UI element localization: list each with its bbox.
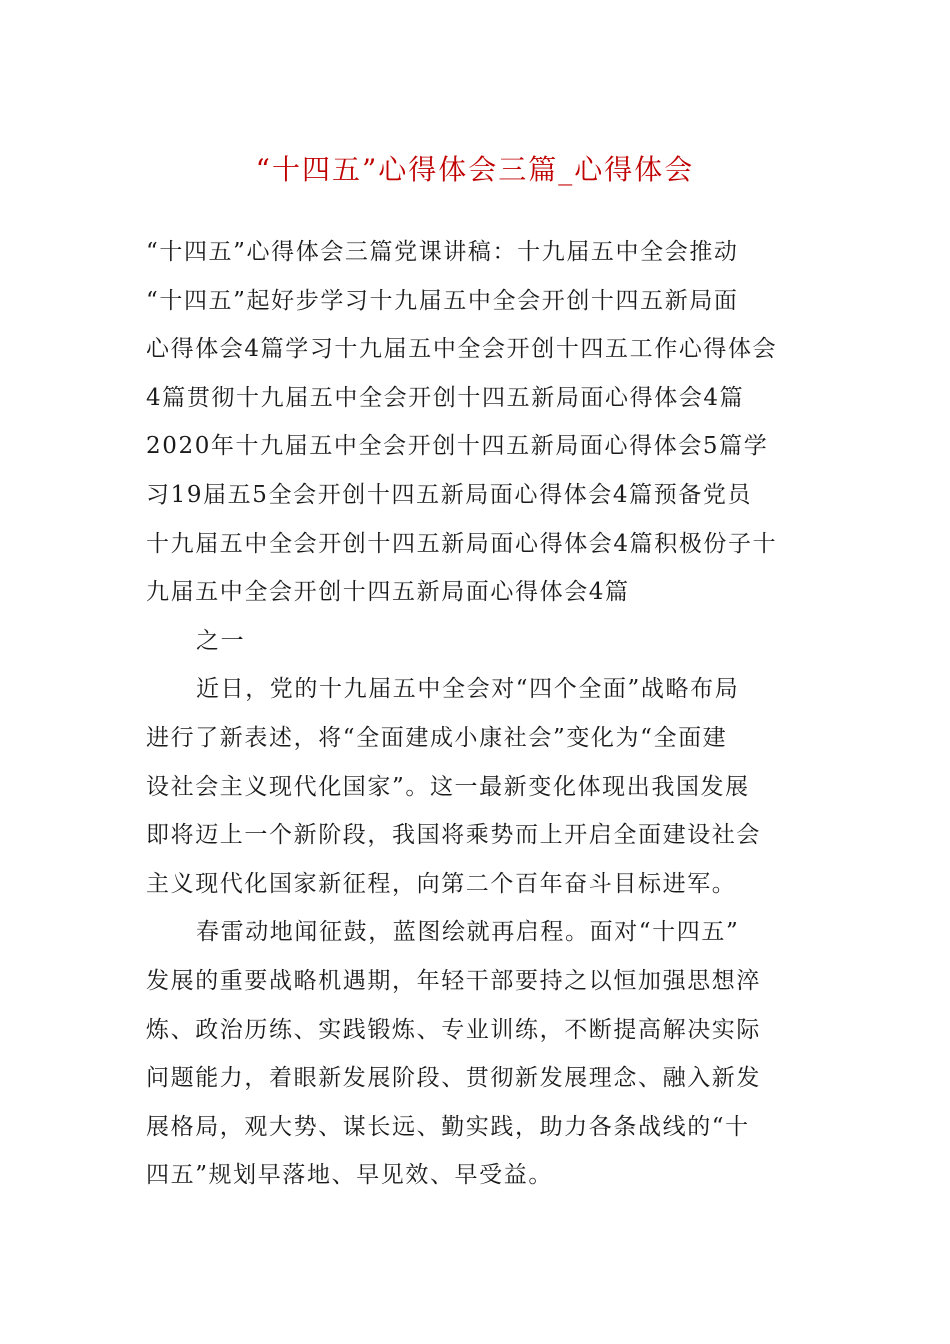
paragraph-line: 即将迈上一个新阶段，我国将乘势而上开启全面建设社会 bbox=[146, 822, 761, 849]
intro-line: 习19届五5全会开创十四五新局面心得体会4篇预备党员 bbox=[146, 481, 753, 508]
section-heading: 之一 bbox=[196, 627, 246, 654]
paragraph-line: 近日，党的十九届五中全会对“四个全面”战略布局 bbox=[196, 676, 740, 703]
paragraph-line: 发展的重要战略机遇期，年轻干部要持之以恒加强思想淬 bbox=[146, 967, 761, 994]
intro-line: “十四五”心得体会三篇党课讲稿：十九届五中全会推动 bbox=[146, 239, 739, 265]
paragraph-line: 炼、政治历练、实践锻炼、专业训练，不断提高解决实际 bbox=[146, 1016, 761, 1043]
document-body bbox=[146, 228, 806, 1200]
paragraph-line: 四五”规划早落地、早见效、早受益。 bbox=[146, 1162, 553, 1189]
paragraph-line: 展格局，观大势、谋长远、勤实践，助力各条战线的“十 bbox=[146, 1113, 750, 1140]
paragraph-line: 设社会主义现代化国家”。这一最新变化体现出我国发展 bbox=[146, 773, 750, 800]
intro-line: 九届五中全会开创十四五新局面心得体会4篇 bbox=[146, 579, 630, 606]
intro-line: “十四五”起好步学习十九届五中全会开创十四五新局面 bbox=[146, 287, 739, 314]
paragraph-line: 主义现代化国家新征程，向第二个百年奋斗目标进军。 bbox=[146, 870, 737, 897]
paragraph-line: 问题能力，着眼新发展阶段、贯彻新发展理念、融入新发 bbox=[146, 1065, 761, 1092]
paragraph-line: 春雷动地闻征鼓，蓝图绘就再启程。面对“十四五” bbox=[196, 919, 740, 946]
document-title: “十四五”心得体会三篇_心得体会 bbox=[255, 153, 695, 186]
intro-line: 十九届五中全会开创十四五新局面心得体会4篇积极份子十 bbox=[146, 530, 778, 557]
paragraph-line: 进行了新表述，将“全面建成小康社会”变化为“全面建 bbox=[146, 724, 728, 751]
intro-line: 心得体会4篇学习十九届五中全会开创十四五工作心得体会 bbox=[146, 336, 778, 363]
intro-line: 2020年十九届五中全会开创十四五新局面心得体会5篇学 bbox=[146, 433, 769, 460]
intro-line: 4篇贯彻十九届五中全会开创十四五新局面心得体会4篇 bbox=[146, 384, 745, 411]
